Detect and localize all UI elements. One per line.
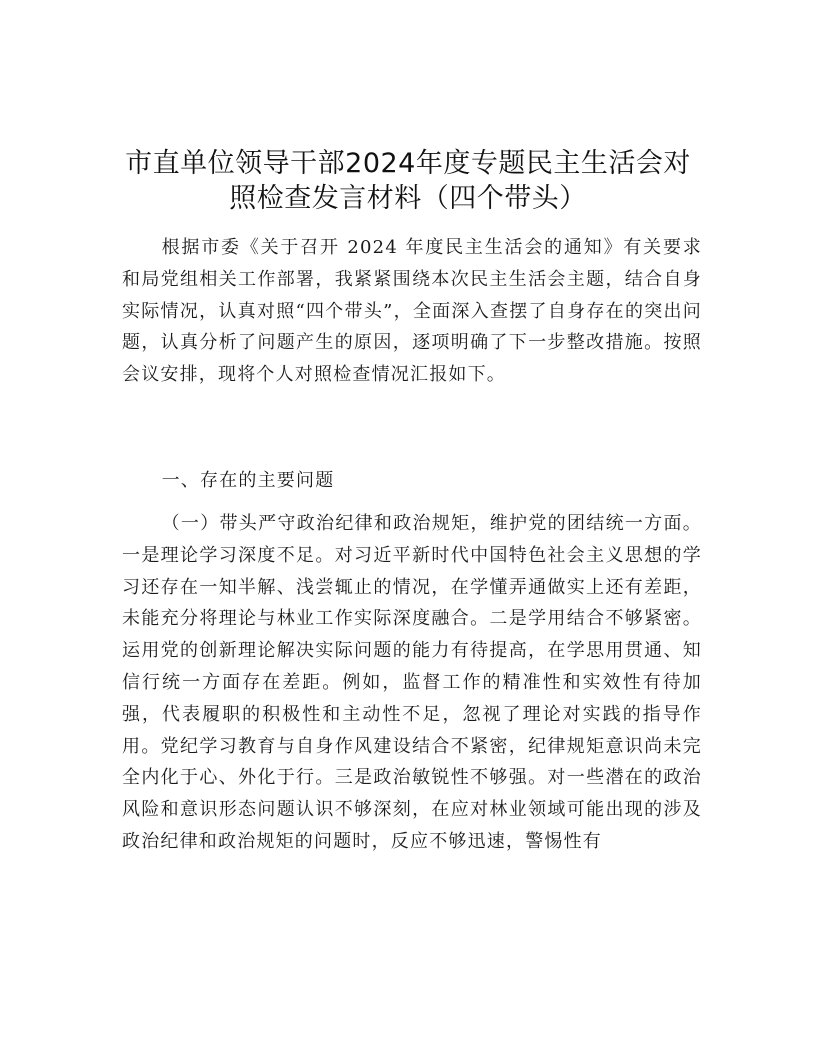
- item-1-paragraph: （一）带头严守政治纪律和政治规矩，维护党的团结统一方面。一是理论学习深度不足。对习近平新时代中国特色社会主义思想的学习还存在一知半解、浅尝辄止的情况，在学懂弄通做实上还有差距，未能充分将理论与林业工作实际深度融合。二是学用结合不够紧密。运用党的创新理论解决实际问题的能力有待提高，在学思用贯通、知信行统一方面存在差距。例如，监督工作的精准性和实效性有待加强，代表履职的积极性和主动性不足，忽视了理论对实践的指导作用。党纪学习教育与自身作风建设结合不紧密，纪律规矩意识尚未完全内化于心、外化于行。三是政治敏锐性不够强。对一些潜在的政治风险和意识形态问题认识不够深刻，在应对林业领域可能出现的涉及政治纪律和政治规矩的问题时，反应不够迅速，警惕性有: [122, 513, 702, 852]
- section-heading: 一、存在的主要问题: [161, 470, 335, 491]
- intro-paragraph: 根据市委《关于召开 2024 年度民主生活会的通知》有关要求和局党组相关工作部署，我紧紧围绕本次民主生活会主题，结合自身实际情况，认真对照“四个带头”，全面深入查摆了自身存在的突出问题，认真分析了问题产生的原因，逐项明确了下一步整改措施。按照会议安排，现将个人对照检查情况汇报如下。: [122, 237, 702, 386]
- document-title-line-1: 市直单位领导干部2024年度专题民主生活会对: [125, 148, 691, 179]
- document-title-line-2: 照检查发言材料（四个带头）: [229, 183, 587, 214]
